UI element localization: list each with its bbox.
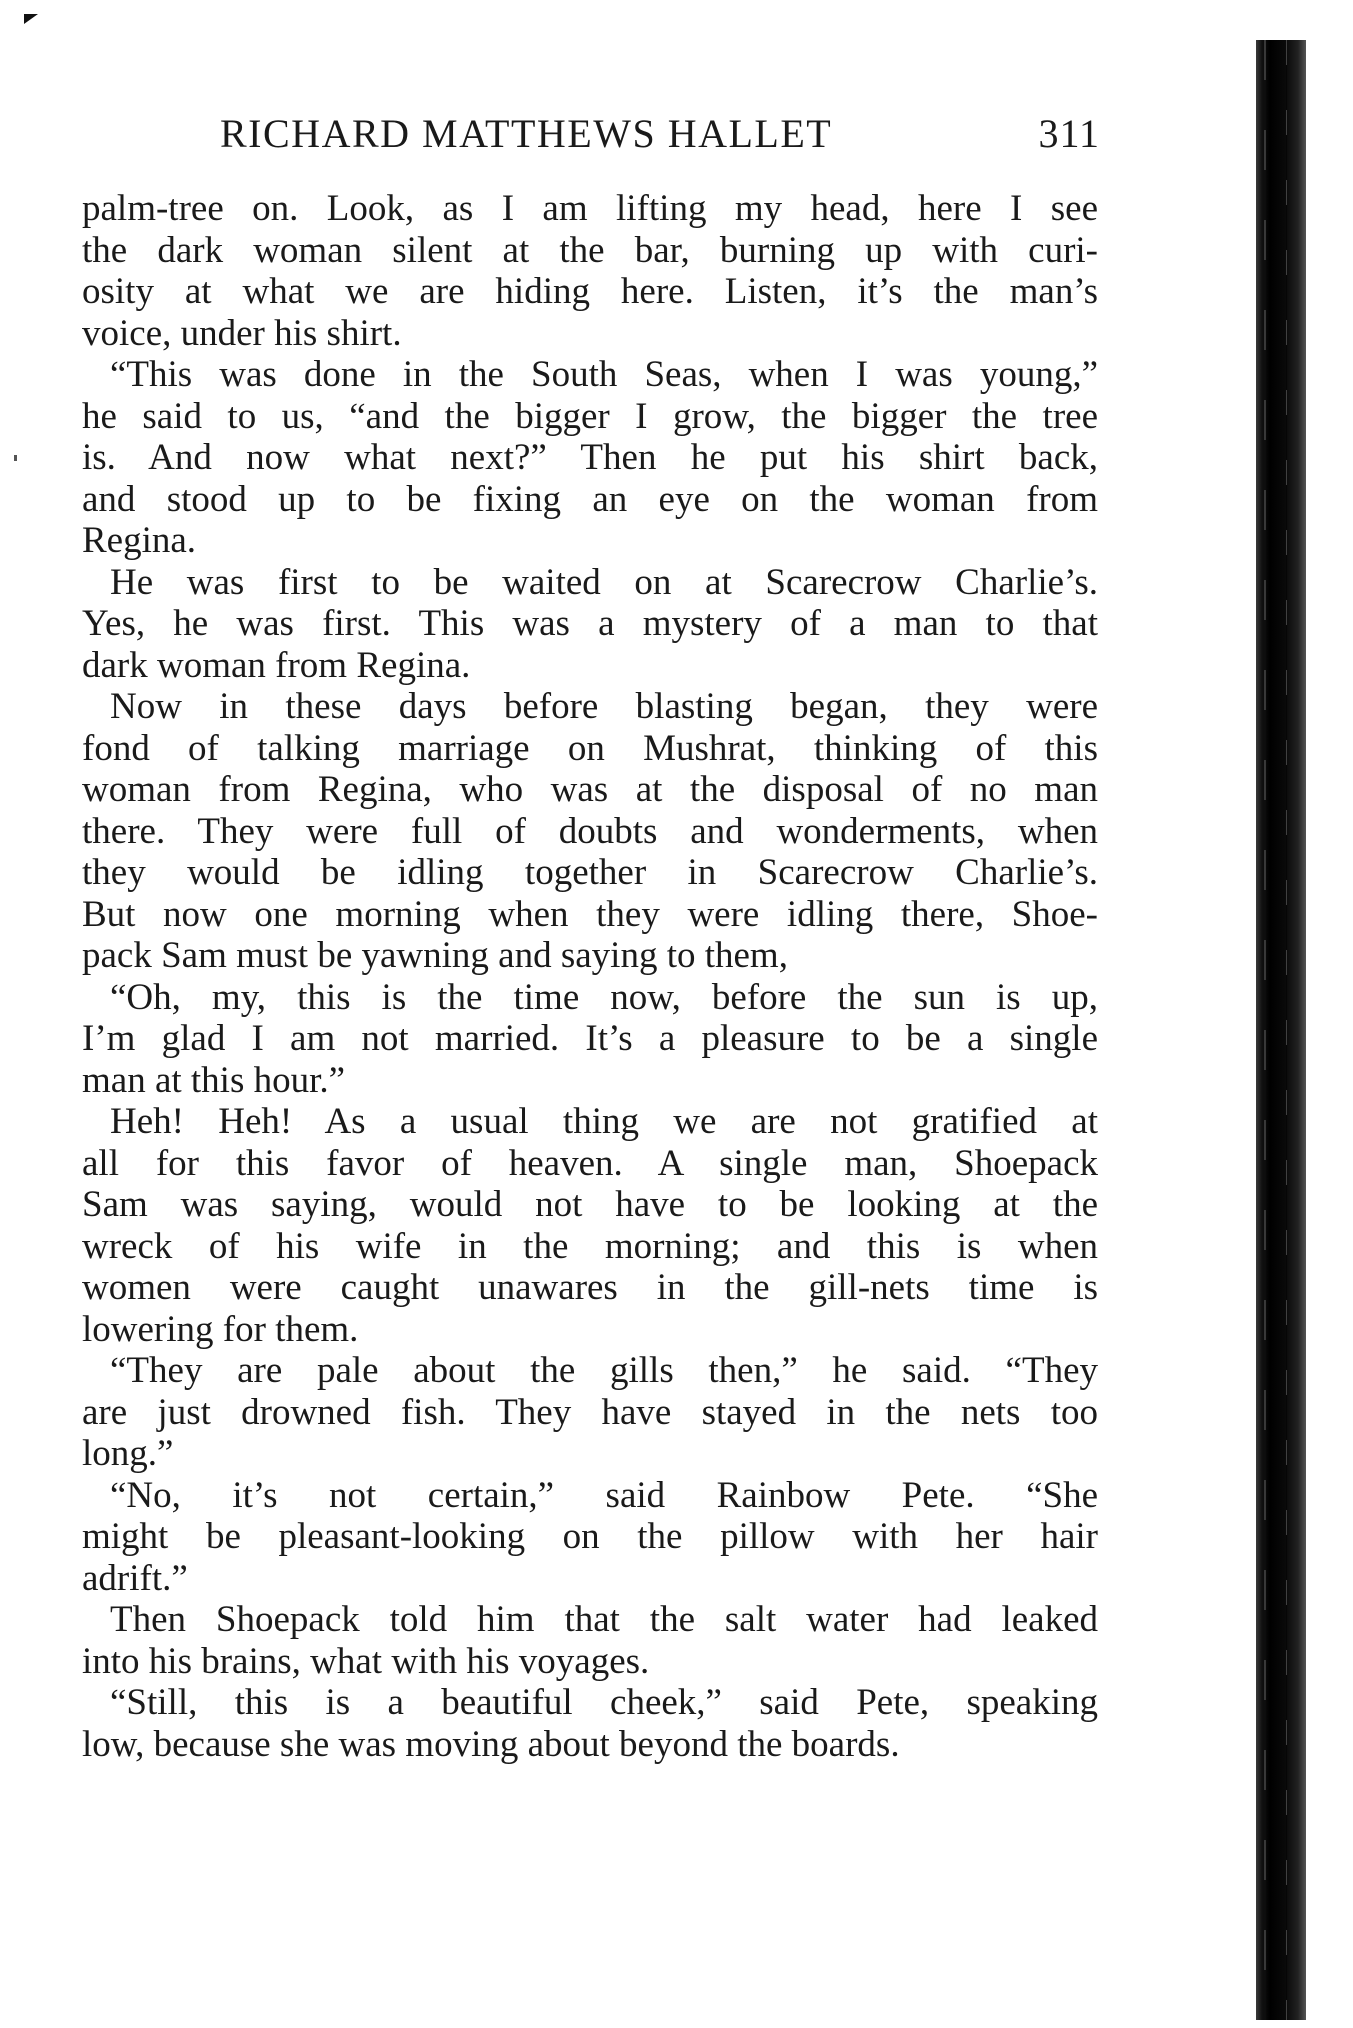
text-line: “Still, this is a beautiful cheek,” said Pete, speaking [110,1682,1098,1723]
text-line: man at this hour.” [82,1059,346,1101]
text-line: palm-tree on. Look, as I am lifting my head, here I see [82,188,1098,229]
text-line: Heh! Heh! As a usual thing we are not gratified at [110,1101,1098,1142]
margin-speck [14,455,17,461]
text-line: “This was done in the South Seas, when I was young,” [110,354,1098,395]
body-text [82,188,1098,1765]
text-line: there. They were full of doubts and wonderments, when [82,810,1098,852]
text-line: adrift.” [82,1557,188,1599]
binding-gutter-shadow [1256,40,1306,2020]
text-line: pack Sam must be yawning and saying to them, [82,935,788,976]
running-head [220,110,1100,157]
text-line: might be pleasant-looking on the pillow with her hair [82,1516,1098,1557]
text-line: is. And now what next?” Then he put his shirt back, [82,437,1098,478]
text-line: “No, it’s not certain,” said Rainbow Pete. “She [110,1474,1098,1516]
text-line: into his brains, what with his voyages. [82,1640,650,1682]
text-line: Now in these days before blasting began, they were [110,686,1098,727]
text-line: are just drowned fish. They have stayed in the nets too [82,1391,1098,1433]
text-line: voice, under his shirt. [82,312,402,354]
text-line: and stood up to be fixing an eye on the woman from [82,478,1098,520]
running-head-title: RICHARD MATTHEWS HALLET [220,111,833,156]
page-number: 311 [1038,111,1100,156]
text-line: fond of talking marriage on Mushrat, thinking of this [82,727,1098,769]
text-line: long.” [82,1433,174,1474]
text-line: Regina. [82,520,197,561]
text-line: woman from Regina, who was at the disposal of no man [82,769,1098,810]
text-line: women were caught unawares in the gill-nets time is [82,1267,1098,1308]
text-line: the dark woman silent at the bar, burning up with curi- [82,229,1098,271]
text-line: dark woman from Regina. [82,644,471,686]
corner-crop-mark [24,14,38,24]
text-line: I’m glad I am not married. It’s a pleasure to be a single [82,1018,1098,1059]
text-line: But now one morning when they were idling there, Shoe- [82,893,1098,935]
text-line: he said to us, “and the bigger I grow, the bigger the tree [82,395,1098,437]
text-line: Yes, he was first. This was a mystery of a man to that [82,603,1098,644]
text-line: all for this favor of heaven. A single man, Shoepack [82,1142,1098,1184]
text-line: Sam was saying, would not have to be looking at the [82,1184,1098,1225]
text-line: “Oh, my, this is the time now, before the sun is up, [110,976,1098,1018]
text-line: lowering for them. [82,1308,359,1350]
text-line: Then Shoepack told him that the salt water had leaked [110,1599,1098,1640]
text-line: low, because she was moving about beyond the boards. [82,1723,900,1765]
text-line: osity at what we are hiding here. Listen, it’s the man’s [82,271,1098,312]
text-line: He was first to be waited on at Scarecrow Charlie’s. [110,561,1098,603]
text-line: wreck of his wife in the morning; and this is when [82,1225,1098,1267]
text-line: they would be idling together in Scarecrow Charlie’s. [82,852,1098,893]
text-line: “They are pale about the gills then,” he said. “They [110,1350,1098,1391]
